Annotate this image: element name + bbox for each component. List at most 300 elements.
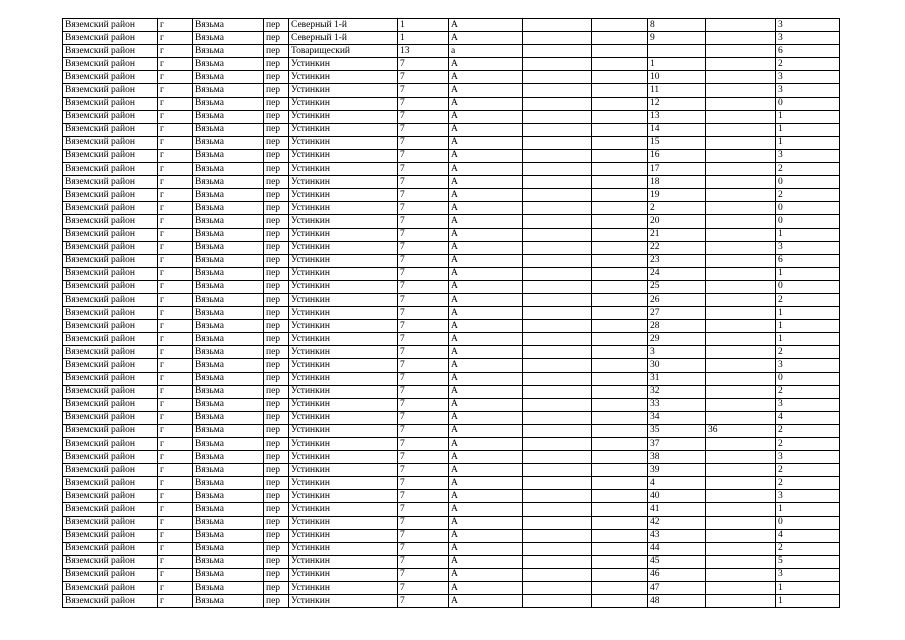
- cell-street: Северный 1-й: [289, 19, 398, 32]
- cell-column-9: [592, 542, 648, 555]
- cell-street: Устинкин: [289, 438, 398, 451]
- cell-apartment: 1: [648, 58, 706, 71]
- cell-house: 7: [398, 202, 449, 215]
- cell-district: Вяземский район: [63, 582, 158, 595]
- cell-building: А: [449, 424, 523, 437]
- cell-column-8: [523, 149, 592, 162]
- cell-house: 7: [398, 411, 449, 424]
- cell-house: 7: [398, 254, 449, 267]
- cell-street-type: пер: [264, 241, 289, 254]
- cell-house: 7: [398, 582, 449, 595]
- cell-house: 7: [398, 307, 449, 320]
- cell-settlement: Вязьма: [193, 45, 264, 58]
- cell-street-type: пер: [264, 568, 289, 581]
- cell-column-9: [592, 241, 648, 254]
- cell-column-9: [592, 595, 648, 608]
- cell-column-8: [523, 542, 592, 555]
- table-row: [63, 582, 840, 595]
- cell-settlement-type: г: [158, 123, 193, 136]
- cell-column-9: [592, 176, 648, 189]
- cell-column-9: [592, 490, 648, 503]
- cell-apartment: 37: [648, 438, 706, 451]
- cell-settlement: Вязьма: [193, 58, 264, 71]
- cell-column-8: [523, 464, 592, 477]
- cell-apartment: 41: [648, 503, 706, 516]
- table-row: [63, 555, 840, 568]
- cell-settlement-type: г: [158, 477, 193, 490]
- cell-settlement: Вязьма: [193, 110, 264, 123]
- cell-settlement: Вязьма: [193, 241, 264, 254]
- cell-column-9: [592, 84, 648, 97]
- cell-column-9: [592, 307, 648, 320]
- cell-district: Вяземский район: [63, 333, 158, 346]
- cell-apartment-extra: [706, 176, 776, 189]
- cell-settlement-type: г: [158, 136, 193, 149]
- cell-column-8: [523, 359, 592, 372]
- cell-building: А: [449, 280, 523, 293]
- cell-street: Устинкин: [289, 424, 398, 437]
- cell-apartment-extra: [706, 333, 776, 346]
- cell-column-8: [523, 254, 592, 267]
- table-row: [63, 595, 840, 608]
- cell-settlement: Вязьма: [193, 542, 264, 555]
- cell-street-type: пер: [264, 333, 289, 346]
- cell-apartment: 14: [648, 123, 706, 136]
- cell-street-type: пер: [264, 163, 289, 176]
- cell-apartment-extra: [706, 254, 776, 267]
- cell-settlement: Вязьма: [193, 320, 264, 333]
- cell-apartment: 27: [648, 307, 706, 320]
- cell-building: А: [449, 503, 523, 516]
- cell-column-8: [523, 307, 592, 320]
- cell-column-8: [523, 320, 592, 333]
- cell-house: 7: [398, 163, 449, 176]
- cell-settlement-type: г: [158, 84, 193, 97]
- cell-column-9: [592, 503, 648, 516]
- cell-settlement: Вязьма: [193, 228, 264, 241]
- cell-street-type: пер: [264, 582, 289, 595]
- cell-count: 4: [776, 411, 840, 424]
- cell-settlement-type: г: [158, 490, 193, 503]
- cell-apartment: 15: [648, 136, 706, 149]
- cell-apartment: 13: [648, 110, 706, 123]
- cell-street: Устинкин: [289, 293, 398, 306]
- cell-count: 1: [776, 123, 840, 136]
- cell-apartment: 8: [648, 19, 706, 32]
- cell-settlement-type: г: [158, 228, 193, 241]
- cell-street-type: пер: [264, 254, 289, 267]
- cell-district: Вяземский район: [63, 149, 158, 162]
- cell-district: Вяземский район: [63, 293, 158, 306]
- cell-street: Устинкин: [289, 163, 398, 176]
- cell-district: Вяземский район: [63, 267, 158, 280]
- cell-settlement-type: г: [158, 582, 193, 595]
- cell-house: 7: [398, 189, 449, 202]
- cell-district: Вяземский район: [63, 477, 158, 490]
- cell-building: А: [449, 359, 523, 372]
- cell-count: 1: [776, 136, 840, 149]
- cell-settlement-type: г: [158, 163, 193, 176]
- cell-settlement: Вязьма: [193, 438, 264, 451]
- cell-apartment: 38: [648, 451, 706, 464]
- cell-column-8: [523, 503, 592, 516]
- cell-settlement-type: г: [158, 372, 193, 385]
- cell-column-8: [523, 568, 592, 581]
- cell-count: 0: [776, 176, 840, 189]
- cell-house: 7: [398, 477, 449, 490]
- cell-column-8: [523, 477, 592, 490]
- cell-count: 1: [776, 320, 840, 333]
- cell-count: 2: [776, 163, 840, 176]
- cell-apartment-extra: [706, 385, 776, 398]
- cell-apartment: 24: [648, 267, 706, 280]
- table-row: [63, 149, 840, 162]
- cell-street-type: пер: [264, 555, 289, 568]
- cell-street-type: пер: [264, 542, 289, 555]
- cell-street: Устинкин: [289, 228, 398, 241]
- table-row: [63, 307, 840, 320]
- cell-building: А: [449, 189, 523, 202]
- cell-count: 3: [776, 451, 840, 464]
- cell-apartment: 46: [648, 568, 706, 581]
- cell-street: Устинкин: [289, 149, 398, 162]
- cell-column-9: [592, 32, 648, 45]
- cell-apartment: 11: [648, 84, 706, 97]
- cell-district: Вяземский район: [63, 359, 158, 372]
- cell-settlement: Вязьма: [193, 516, 264, 529]
- cell-district: Вяземский район: [63, 176, 158, 189]
- cell-street: Устинкин: [289, 189, 398, 202]
- cell-street: Устинкин: [289, 215, 398, 228]
- cell-settlement: Вязьма: [193, 84, 264, 97]
- cell-street-type: пер: [264, 110, 289, 123]
- cell-house: 7: [398, 149, 449, 162]
- cell-settlement-type: г: [158, 58, 193, 71]
- cell-apartment-extra: [706, 202, 776, 215]
- cell-column-8: [523, 385, 592, 398]
- cell-house: 7: [398, 359, 449, 372]
- cell-building: А: [449, 372, 523, 385]
- cell-district: Вяземский район: [63, 555, 158, 568]
- table-row: [63, 267, 840, 280]
- cell-column-9: [592, 123, 648, 136]
- cell-district: Вяземский район: [63, 595, 158, 608]
- cell-apartment: 34: [648, 411, 706, 424]
- cell-count: 1: [776, 307, 840, 320]
- cell-building: А: [449, 385, 523, 398]
- cell-street-type: пер: [264, 320, 289, 333]
- table-row: [63, 424, 840, 437]
- cell-column-8: [523, 32, 592, 45]
- cell-settlement: Вязьма: [193, 19, 264, 32]
- cell-count: 2: [776, 424, 840, 437]
- cell-apartment: 26: [648, 293, 706, 306]
- cell-column-8: [523, 97, 592, 110]
- cell-street-type: пер: [264, 71, 289, 84]
- cell-street-type: пер: [264, 32, 289, 45]
- cell-count: 3: [776, 84, 840, 97]
- cell-street-type: пер: [264, 215, 289, 228]
- cell-settlement-type: г: [158, 320, 193, 333]
- cell-district: Вяземский район: [63, 280, 158, 293]
- cell-count: 1: [776, 503, 840, 516]
- table-row: [63, 568, 840, 581]
- cell-building: А: [449, 438, 523, 451]
- cell-column-9: [592, 320, 648, 333]
- cell-building: А: [449, 254, 523, 267]
- cell-apartment: 40: [648, 490, 706, 503]
- cell-building: А: [449, 241, 523, 254]
- table-row: [63, 163, 840, 176]
- cell-building: А: [449, 84, 523, 97]
- cell-settlement: Вязьма: [193, 529, 264, 542]
- cell-street: Устинкин: [289, 516, 398, 529]
- cell-street: Устинкин: [289, 464, 398, 477]
- cell-apartment-extra: [706, 477, 776, 490]
- cell-column-8: [523, 123, 592, 136]
- cell-house: 7: [398, 215, 449, 228]
- cell-count: 2: [776, 58, 840, 71]
- cell-settlement-type: г: [158, 267, 193, 280]
- cell-street-type: пер: [264, 202, 289, 215]
- table-row: [63, 45, 840, 58]
- cell-street: Устинкин: [289, 333, 398, 346]
- cell-district: Вяземский район: [63, 385, 158, 398]
- cell-district: Вяземский район: [63, 202, 158, 215]
- cell-column-8: [523, 267, 592, 280]
- cell-column-9: [592, 464, 648, 477]
- cell-street-type: пер: [264, 346, 289, 359]
- cell-house: 7: [398, 136, 449, 149]
- cell-settlement-type: г: [158, 241, 193, 254]
- cell-apartment-extra: 36: [706, 424, 776, 437]
- cell-settlement: Вязьма: [193, 346, 264, 359]
- cell-apartment-extra: [706, 189, 776, 202]
- cell-house: 7: [398, 516, 449, 529]
- cell-settlement-type: г: [158, 149, 193, 162]
- cell-count: 1: [776, 110, 840, 123]
- cell-column-8: [523, 582, 592, 595]
- cell-settlement: Вязьма: [193, 215, 264, 228]
- cell-settlement: Вязьма: [193, 97, 264, 110]
- cell-apartment: 31: [648, 372, 706, 385]
- cell-count: 3: [776, 359, 840, 372]
- cell-settlement-type: г: [158, 542, 193, 555]
- cell-street-type: пер: [264, 398, 289, 411]
- cell-count: 0: [776, 280, 840, 293]
- table-row: [63, 280, 840, 293]
- cell-settlement-type: г: [158, 516, 193, 529]
- cell-column-8: [523, 163, 592, 176]
- cell-house: 7: [398, 438, 449, 451]
- cell-house: 7: [398, 176, 449, 189]
- cell-street: Устинкин: [289, 503, 398, 516]
- cell-apartment-extra: [706, 398, 776, 411]
- cell-settlement: Вязьма: [193, 176, 264, 189]
- cell-street-type: пер: [264, 176, 289, 189]
- table-row: [63, 385, 840, 398]
- cell-apartment: 17: [648, 163, 706, 176]
- table-row: [63, 215, 840, 228]
- table-row: [63, 84, 840, 97]
- cell-settlement: Вязьма: [193, 267, 264, 280]
- cell-count: 2: [776, 346, 840, 359]
- cell-building: А: [449, 228, 523, 241]
- cell-street-type: пер: [264, 97, 289, 110]
- cell-count: 3: [776, 149, 840, 162]
- cell-building: А: [449, 516, 523, 529]
- cell-house: 7: [398, 71, 449, 84]
- cell-house: 7: [398, 372, 449, 385]
- cell-count: 6: [776, 45, 840, 58]
- cell-apartment-extra: [706, 582, 776, 595]
- cell-column-8: [523, 71, 592, 84]
- cell-apartment-extra: [706, 359, 776, 372]
- table-row: [63, 516, 840, 529]
- cell-settlement-type: г: [158, 359, 193, 372]
- cell-building: А: [449, 464, 523, 477]
- cell-apartment-extra: [706, 149, 776, 162]
- cell-street: Устинкин: [289, 202, 398, 215]
- cell-column-9: [592, 582, 648, 595]
- table-row: [63, 19, 840, 32]
- cell-count: 1: [776, 228, 840, 241]
- cell-apartment-extra: [706, 267, 776, 280]
- cell-settlement: Вязьма: [193, 359, 264, 372]
- cell-street-type: пер: [264, 490, 289, 503]
- cell-settlement: Вязьма: [193, 293, 264, 306]
- cell-count: 2: [776, 293, 840, 306]
- cell-column-9: [592, 477, 648, 490]
- cell-street: Устинкин: [289, 307, 398, 320]
- cell-count: 0: [776, 372, 840, 385]
- cell-settlement-type: г: [158, 464, 193, 477]
- cell-apartment-extra: [706, 97, 776, 110]
- cell-settlement-type: г: [158, 595, 193, 608]
- cell-settlement: Вязьма: [193, 202, 264, 215]
- cell-district: Вяземский район: [63, 189, 158, 202]
- cell-building: А: [449, 333, 523, 346]
- cell-district: Вяземский район: [63, 136, 158, 149]
- cell-house: 7: [398, 451, 449, 464]
- cell-settlement-type: г: [158, 451, 193, 464]
- table-row: [63, 254, 840, 267]
- cell-column-8: [523, 516, 592, 529]
- cell-apartment: 33: [648, 398, 706, 411]
- cell-street-type: пер: [264, 84, 289, 97]
- cell-column-8: [523, 438, 592, 451]
- cell-street-type: пер: [264, 58, 289, 71]
- cell-apartment-extra: [706, 228, 776, 241]
- cell-building: А: [449, 149, 523, 162]
- cell-apartment-extra: [706, 568, 776, 581]
- cell-street: Устинкин: [289, 346, 398, 359]
- cell-building: А: [449, 411, 523, 424]
- cell-settlement-type: г: [158, 424, 193, 437]
- cell-district: Вяземский район: [63, 529, 158, 542]
- cell-count: 2: [776, 464, 840, 477]
- cell-district: Вяземский район: [63, 228, 158, 241]
- cell-apartment-extra: [706, 293, 776, 306]
- cell-district: Вяземский район: [63, 45, 158, 58]
- cell-settlement: Вязьма: [193, 568, 264, 581]
- cell-column-9: [592, 110, 648, 123]
- cell-street-type: пер: [264, 267, 289, 280]
- cell-district: Вяземский район: [63, 490, 158, 503]
- table-row: [63, 411, 840, 424]
- cell-house: 7: [398, 555, 449, 568]
- cell-settlement-type: г: [158, 411, 193, 424]
- cell-column-9: [592, 293, 648, 306]
- cell-building: А: [449, 568, 523, 581]
- cell-street-type: пер: [264, 293, 289, 306]
- cell-settlement-type: г: [158, 385, 193, 398]
- cell-building: А: [449, 582, 523, 595]
- table-row: [63, 228, 840, 241]
- table-row: [63, 477, 840, 490]
- cell-building: А: [449, 71, 523, 84]
- cell-district: Вяземский район: [63, 516, 158, 529]
- cell-apartment-extra: [706, 71, 776, 84]
- cell-apartment: 48: [648, 595, 706, 608]
- cell-column-9: [592, 398, 648, 411]
- cell-street: Устинкин: [289, 582, 398, 595]
- table-row: [63, 293, 840, 306]
- cell-column-9: [592, 280, 648, 293]
- cell-street: Устинкин: [289, 84, 398, 97]
- cell-column-8: [523, 228, 592, 241]
- cell-column-9: [592, 359, 648, 372]
- cell-column-9: [592, 97, 648, 110]
- table-row: [63, 58, 840, 71]
- cell-district: Вяземский район: [63, 254, 158, 267]
- cell-settlement-type: г: [158, 346, 193, 359]
- cell-house: 7: [398, 228, 449, 241]
- cell-count: 6: [776, 254, 840, 267]
- cell-apartment: 28: [648, 320, 706, 333]
- cell-count: 2: [776, 385, 840, 398]
- cell-column-9: [592, 411, 648, 424]
- cell-settlement-type: г: [158, 438, 193, 451]
- cell-district: Вяземский район: [63, 163, 158, 176]
- cell-street: Устинкин: [289, 398, 398, 411]
- cell-apartment: 21: [648, 228, 706, 241]
- cell-column-9: [592, 424, 648, 437]
- cell-count: 5: [776, 555, 840, 568]
- cell-street-type: пер: [264, 149, 289, 162]
- cell-count: 3: [776, 241, 840, 254]
- cell-column-8: [523, 398, 592, 411]
- cell-building: А: [449, 346, 523, 359]
- table-row: [63, 176, 840, 189]
- cell-count: 3: [776, 568, 840, 581]
- cell-apartment: 43: [648, 529, 706, 542]
- cell-street: Устинкин: [289, 451, 398, 464]
- cell-street: Северный 1-й: [289, 32, 398, 45]
- cell-house: 1: [398, 19, 449, 32]
- cell-district: Вяземский район: [63, 424, 158, 437]
- cell-column-8: [523, 241, 592, 254]
- cell-street: Устинкин: [289, 110, 398, 123]
- cell-house: 7: [398, 333, 449, 346]
- cell-column-8: [523, 372, 592, 385]
- cell-settlement-type: г: [158, 280, 193, 293]
- cell-apartment: 22: [648, 241, 706, 254]
- cell-settlement: Вязьма: [193, 163, 264, 176]
- cell-apartment: 2: [648, 202, 706, 215]
- cell-house: 7: [398, 58, 449, 71]
- cell-apartment-extra: [706, 372, 776, 385]
